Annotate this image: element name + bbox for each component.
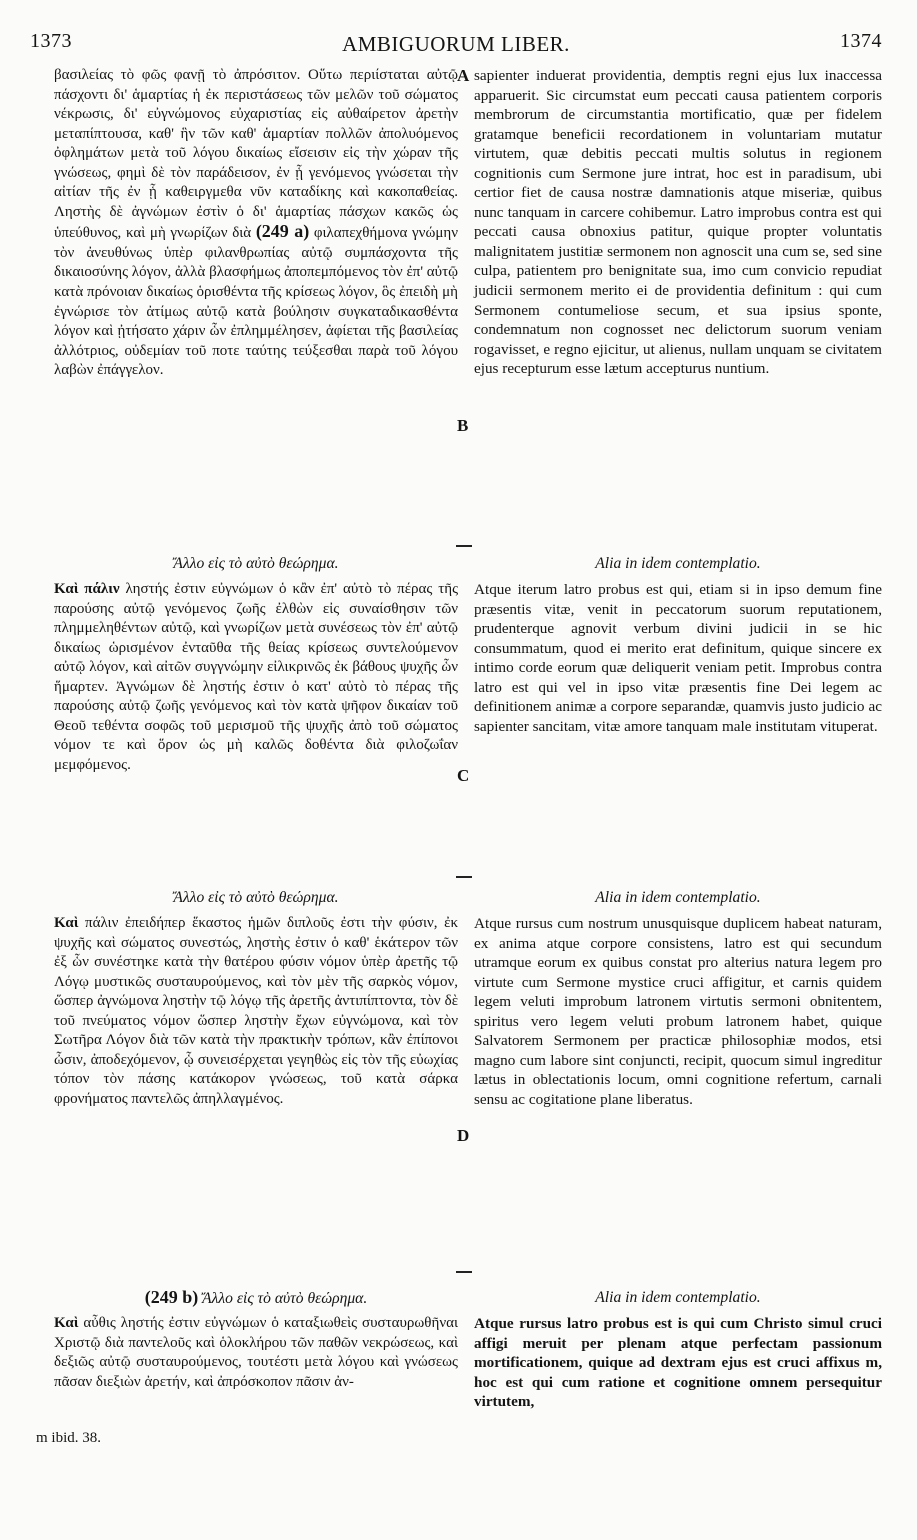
greek-paragraph-1b-text: φιλαπεχθήμονα γνώμην τὸν ἀνευθύνως ὑπὲρ φιλανθρωπίας αὐτῷ συμπάσχοντα τῆς δικαιοσύνης λόγον, ἀλλὰ βλασφήμως ἀποπεμπόμενος τὸν ἐπ' αὐτῷ κατὰ πρόνοιαν δικαίως ὁρισθέντα τῆς κρίσεως λόγον, ὃς ἐπειδὴ μὴ ἐγνώρισε τὸν ἀτίμως αὐτῷ κατὰ βούλησιν συγκαταδικασθέντα λόγον καὶ ᾐτήσατο χάριν ὧν ἐπλημμέλησεν, ἀφίεται τῆς βασιλείας ἀλλότριος, οὐδεμίαν τοῦ ποτε ταύτης τεύξεσθαι παρὰ τοῦ λόγου λαβὼν ἐπάγγελον. [54, 225, 459, 379]
greek-heading-3: Ἄλλο εἰς τὸ αὐτὸ θεώρημα. [173, 889, 339, 906]
greek-paragraph-2-lead: Καὶ πάλιν [54, 581, 120, 597]
footnote: m ibid. 38. [36, 1430, 102, 1446]
greek-paragraph-3 [54, 914, 458, 1109]
running-title: AMBIGUORUM LIBER. [342, 32, 570, 56]
greek-paragraph-3-text: πάλιν ἐπειδήπερ ἕκαστος ἡμῶν διπλοῦς ἐστι τὴν φύσιν, ἐκ ψυχῆς καὶ σώματος συνεστώς, ληστὴς ἐστιν ὁ καθ' ἑκάτερον τῶν ἐξ ὧν συνέστηκε κατὰ τὴν θατέρου φύσιν νόμον ὑπὲρ ἀρετῆς τῷ Λόγῳ μυστικῶς συσταυρούμενος, καὶ τὸν μὲν τῆς σαρκὸς νόμον, ὥσπερ ἀγνώμονα ληστὴν τῷ λόγῳ τῆς ἀρετῆς ἀντιπίπτοντα, τὸν δὲ τοῦ πνεύματος νόμον ὥσπερ ληστὴν ἔχων εὐγνώμονα, καὶ τὸν Σωτῆρα Λόγον διὰ τῶν κατὰ τὴν πρακτικὴν τρόπων, κἂν ἐπίπονοι ὦσιν, ἀποδεχόμενον, ᾧ συνεισέρχεται γεγηθὼς εἰς τὸν τῆς εὐωχίας τόπον τὸν πάσης κατάκορον γνώσεως, τοῦ κατὰ σάρκα φρονήματος παντελῶς ἀπηλλαγμένος. [54, 915, 458, 1107]
greek-paragraph-4 [54, 1314, 458, 1392]
latin-paragraph-3: Atque rursus cum nostrum unusquisque duplicem habeat naturam, ex anima atque corpore consistens, latro est qui secundum utramque eorum ex quibus constat pro alterius natura legem pro virtute cum Sermone mystice cruci affigitur, et carnis quidem legem veluti improbum latronem virtutis sermoni obnitentem, spiritus vero legem veluti probum latronem habet, quique Salvatorem Sermonem per practicæ philosophiæ modos, etsi magno cum labore sint conjuncti, recipit, quocum simul ingreditur lætus in oblectationis locum, omni cognitione refertum, carnali sensu ac cogitatione plane liberatus. [474, 915, 882, 1108]
greek-paragraph-2-text: ληστής ἐστιν εὐγνώμων ὁ κἂν ἐπ' αὐτὸ τὸ πέρας τῆς παρούσης αὐτῷ γενόμενος ζωῆς ἐλθὼν εἰς συναίσθησιν τῶν πλημμεληθέντων αὐτῷ, καὶ γνωρίζων μετὰ συνέσεως τὸν ἐπ' αὐτῷ δικαίως ὡρισμένον ἐνταῦθα τῆς θείας κρίσεως συντελούμενον αὐτῷ λόγον, καὶ αἰτῶν συγγνώμην εἰλικρινῶς ἐκ βάθους ψυχῆς ὧν ἥμαρτεν. Ἀγνώμων δὲ ληστής ἐστιν ὁ κατ' αὐτὸ τὸ πέρας τῆς παρούσης αὐτῷ ζωῆς γενόμενος καὶ τὸν κατὰ ψῆφον δικαίαν τοῦ Θεοῦ τεθέντα σοφῶς τοῦ μερισμοῦ τῆς ψυχῆς ἀπὸ τοῦ σώματος νόμον τε καὶ ὅρον ὡς μὴ καλῶς δοθέντα διὰ φιλοζωΐαν μεμφόμενος. [54, 581, 459, 773]
greek-paragraph-1-text: βασιλείας τὸ φῶς φανῇ τὸ ἀπρόσιτον. Οὕτω περιίσταται αὐτῷ πάσχοντι δι' ἁμαρτίας ἡ ἐκ περιστάσεως τῶν μελῶν τοῦ σώματος νέκρωσις, δι' εὐγνώμονος εὐχαριστίας εἰς αὐθαίρετον ἀρετὴν μεταπίπτουσα, καθ' ἣν τῶν καθ' ἁμαρτίαν πολλῶν ἀπολυόμενος ὀφλημάτων μετὰ τοῦ λόγου δικαίως εἴσεισιν εἰς τὴν χώραν τῆς γνώσεως, φημὶ δὲ τὸν παράδεισον, ἐν ᾗ γενόμενος γνώσεται τὴν αἰτίαν τῆς ἐν ᾗ καθειργμεθα νῦν καταδίκης καὶ κακοπαθείας. Ληστὴς δὲ ἀγνώμων ἐστὶν ὁ δι' ἁμαρτίας πάσχων κακῶς ὡς ὑπεύθυνος, καὶ μὴ γνωρίζων διὰ [54, 67, 458, 242]
greek-heading-2: Ἄλλο εἰς τὸ αὐτὸ θεώρημα. [173, 555, 339, 572]
section-divider [456, 1271, 472, 1273]
latin-heading-3: Alia in idem contemplatio. [595, 889, 761, 906]
latin-heading-2: Alia in idem contemplatio. [595, 555, 761, 572]
greek-heading-4-text: Ἄλλο εἰς τὸ αὐτὸ θεώρημα. [202, 1290, 368, 1307]
latin-paragraph-4: Atque rursus latro probus est is qui cum Christo simul cruci affigi meruit per plenam atque perfectam passionum mortificationem, quique ad dextram ejus est cruci affixus m, hoc est qui cum ratione et cognitione omnem persequitur virtutem, [474, 1315, 882, 1411]
greek-paragraph-2 [54, 580, 458, 775]
margin-marker-c: C [457, 766, 470, 785]
column-reference-249b: (249 b) [144, 1287, 199, 1307]
section-divider [456, 876, 472, 878]
latin-heading-4: Alia in idem contemplatio. [595, 1289, 761, 1306]
greek-heading-4 [54, 1288, 458, 1309]
latin-paragraph-1: sapienter induerat providentia, demptis regni ejus lux inaccessa apparuerit. Sic circumstat eum peccati causa patientem corporis membrorum de circumstantia mortificatio, quæ per fidelem gratamque beneficii recordationem in voluntariam mutatur virtutem, quæ debitis peccati multis solutus in regionem cognitionis cum Sermone jure intrat, hoc est in paradisum, ubi certior fiet de causa nostræ damnationis atque miseriæ, quibus nunc tanquam in carcere cohibemur. Latro improbus contra est qui peccati causa obnoxius patitur, quique propter voluntatis malignitatem justitiæ sermonem non agnoscit una cum se, sed sine culpa, patientem pro benignitate sua, imo cum convicio repudiat judicii sermonem merito ei de providentia definitum : qui cum Sermonem contumeliose secum, et sua ipsius sponte, condemnatum non cognosset nec delictorum suorum veniam rogavisset, e regno ejicitur, ut alienus, nullam unquam se civitatem ejus recepturum esse lætum accepturus nuntium. [474, 67, 882, 378]
greek-paragraph-3-lead: Καὶ [54, 915, 79, 931]
margin-marker-a: A [457, 66, 470, 85]
page-header [30, 30, 882, 60]
column-reference-249a: (249 a) [255, 221, 310, 242]
greek-paragraph-1 [54, 66, 458, 381]
margin-marker-d: D [457, 1126, 470, 1145]
greek-paragraph-4-lead: Καὶ [54, 1315, 79, 1331]
page-number-right: 1374 [840, 30, 882, 52]
margin-marker-b: B [457, 416, 469, 435]
latin-paragraph-2: Atque iterum latro probus est qui, etiam si in ipso demum fine præsentis vitæ, venit in peccatorum suorum reputationem, prudenterque agnovit verbum divini judicii in se hic consummatum, quod ei merito erat definitum, quique sincere ex intimo corde eorum quæ deliquerit veniam petit. Improbus contra latro est qui vel in ipso vitæ præsentis fine Dei legem ac definitionem animæ a corpore separandæ, quamvis justo judicio ac sapienter sancitam, vitæ amore tanquam male institutam vituperat. [474, 581, 882, 735]
page-number-left: 1373 [30, 30, 72, 52]
section-divider [456, 545, 472, 547]
greek-paragraph-4-text: αὖθις ληστής ἐστιν εὐγνώμων ὁ καταξιωθεὶς συσταυρωθῆναι Χριστῷ διὰ παντελοῦς καὶ ὁλοκλήρου τῶν παθῶν νεκρώσεως, καὶ δεξιῶς αὐτῷ συσταυρούμενος, τουτέστι μετὰ λόγου καὶ γνώσεως πᾶσαν διεξιὼν ἀρετήν, καὶ ἀπρόσκοπον πᾶσιν ἀν- [54, 1315, 458, 1390]
